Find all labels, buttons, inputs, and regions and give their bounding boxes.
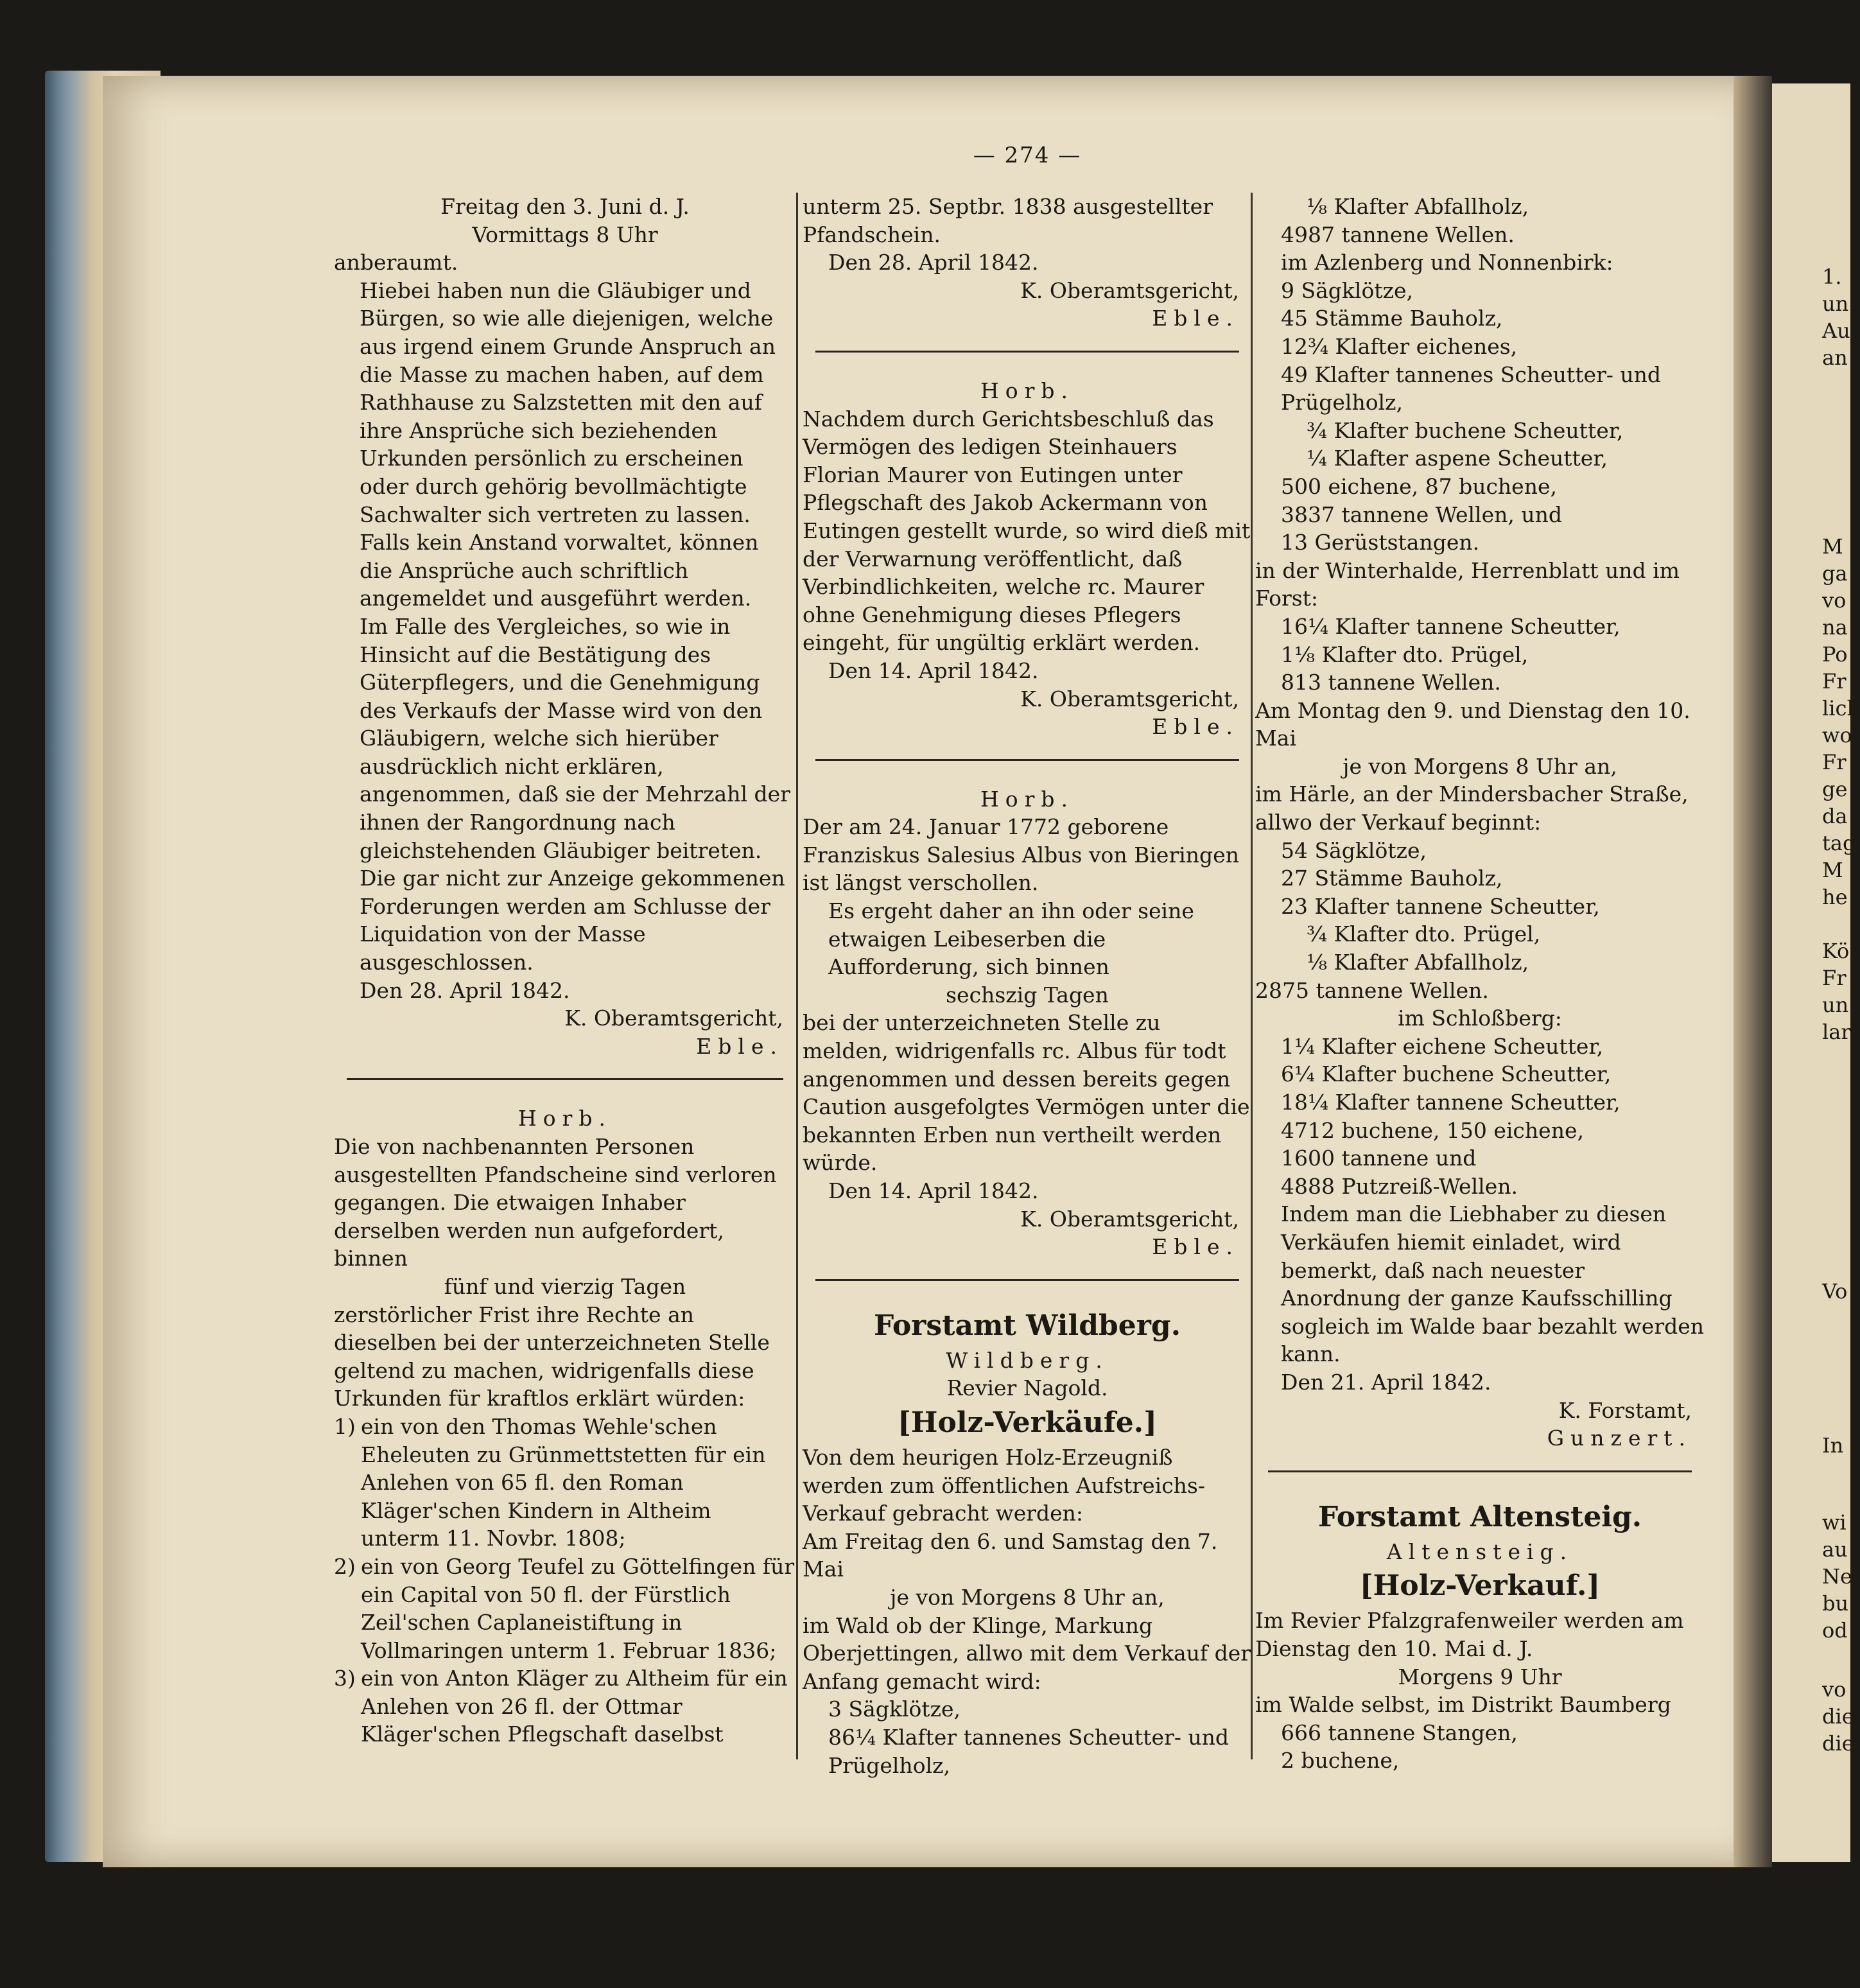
facing-page-fragment: un [1822,993,1849,1017]
signature-name: Eble. [696,1033,783,1059]
facing-page-fragment: die [1822,1704,1854,1729]
paragraph: bei der unterzeichneten Stelle zu melden, widrigenfalls rc. Albus für todt angenommen und dessen bereits gegen Caution ausgefolgtes Vermögen unter die bekannten Erben nun vertheilt werden würde. [803,1010,1250,1176]
list-item: 2875 tannene Wellen. [1255,977,1489,1003]
column-3 [1255,193,1705,1775]
list-item: 4712 buchene, 150 eichene, [1281,1117,1584,1143]
section-divider [347,1078,783,1080]
list-item: 45 Stämme Bauholz, [1281,306,1503,331]
facing-page-fragment: da [1822,804,1848,828]
list-item: ⅛ Klafter Abfallholz, [1307,194,1529,219]
list-item: ⅛ Klafter Abfallholz, [1307,950,1529,975]
section-heading: Forstamt Wildberg. [873,1309,1181,1342]
paragraph: im Wald ob der Klinge, Markung Oberjettingen, allwo mit dem Verkauf der Anfang gemacht wird: [803,1612,1251,1694]
time-line: je von Morgens 8 Uhr an, [890,1584,1165,1610]
paragraph: unterm 25. Septbr. 1838 ausgestellter Pfandschein. [803,194,1213,247]
paragraph: Im Revier Pfalzgrafenweiler werden am Dienstag den 10. Mai d. J. [1255,1608,1684,1661]
time-line: Morgens 9 Uhr [1398,1664,1562,1689]
facing-page-fragment: na [1822,615,1848,640]
column-1 [334,193,796,1748]
facing-page-fragment: vo [1822,1677,1847,1702]
deadline: fünf und vierzig Tagen [444,1273,686,1299]
facing-page-fragment: Fr [1822,750,1847,774]
section-heading: Forstamt Altensteig. [1317,1500,1642,1533]
list-item: 23 Klafter tannene Scheutter, [1281,893,1600,919]
facing-page-fragment: lar [1822,1020,1851,1044]
list-item: 54 Sägklötze, [1281,837,1427,863]
signature-name: Eble. [1152,1234,1239,1260]
facing-page-fragment: ga [1822,561,1848,586]
list-item: 3837 tannene Wellen, und [1281,501,1562,527]
facing-page-fragment: ge [1822,777,1848,801]
text-line: anberaumt. [334,250,458,275]
list-item: 3 Sägklötze, [828,1696,960,1722]
list-item: 4888 Putzreiß-Wellen. [1281,1173,1518,1199]
list-text: ein von Georg Teufel zu Göttelfingen für ein Capital von 50 fl. der Fürstlich Zeil'schen Caplaneistiftung in Vollmaringen unterm 1. Februar 1836; [361,1553,795,1663]
time-line: je von Morgens 8 Uhr an, [1343,753,1617,779]
list-item [334,1553,796,1664]
list-item: 813 tannene Wellen. [1281,670,1501,695]
list-item: 2 buchene, [1281,1748,1400,1774]
page-number: — 274 — [973,143,1082,168]
facing-page-fragment: wi [1822,1510,1847,1535]
date-line: Den 14. April 1842. [828,1178,1039,1203]
list-item: 666 tannene Stangen, [1281,1720,1518,1745]
notice-title: [Holz-Verkauf.] [1359,1569,1601,1603]
date-line: Den 14. April 1842. [828,658,1039,683]
list-item: 1600 tannene und [1281,1146,1477,1171]
facing-page-fragment: Vo [1822,1279,1848,1304]
list-item: 49 Klafter tannenes Scheutter- und Prügelholz, [1281,362,1662,415]
list-text: ein von den Thomas Wehle'schen Eheleuten zu Grünmettstetten für ein Anlehen von 65 fl. den Roman Kläger'schen Kindern in Altheim unterm 11. Novbr. 1808; [361,1413,766,1551]
list-item: 18¼ Klafter tannene Scheutter, [1281,1090,1621,1115]
signature-office: K. Oberamtsgericht, [1020,1206,1239,1232]
notice-place: Altensteig. [1386,1539,1574,1564]
list-item: ¾ Klafter buchene Scheutter, [1307,417,1624,443]
facing-page-fragment: tag [1822,831,1856,855]
list-item: 12¾ Klafter eichenes, [1281,333,1518,359]
list-item: 6¼ Klafter buchene Scheutter, [1281,1061,1612,1087]
section-divider [815,351,1239,353]
location-line: in der Winterhalde, Herrenblatt und im Forst: [1255,557,1680,611]
list-item: 13 Gerüststangen. [1281,530,1480,555]
text-line: Vormittags 8 Uhr [472,222,658,247]
location-line: im Azlenberg und Nonnenbirk: [1281,250,1613,275]
list-number: 3) [334,1666,356,1691]
facing-page-fragment: Ne [1822,1564,1852,1589]
facing-page-fragment: In [1822,1433,1844,1458]
paragraph: Die gar nicht zur Anzeige gekommenen Forderungen werden am Schlusse der Liquidation von der Masse ausgeschlossen. [360,866,785,975]
signature-name: Eble. [1152,714,1239,740]
section-divider [815,759,1239,761]
date-line: Den 21. April 1842. [1281,1369,1491,1395]
list-item [334,1413,796,1553]
facing-page-fragment: Fr [1822,966,1847,990]
column-2 [803,193,1252,1779]
signature-office: K. Oberamtsgericht, [1020,277,1239,303]
date-line: Den 28. April 1842. [828,250,1039,275]
facing-page-fragment: wo [1822,723,1852,747]
list-number: 2) [334,1553,356,1579]
notice-place: Horb. [980,378,1075,403]
facing-page-fragment: he [1822,885,1848,909]
facing-page-fragment: vo [1822,588,1847,613]
facing-page-fragment: M [1822,858,1843,882]
notice-place: Wildberg. [946,1347,1109,1373]
facing-page-fragment: Fr [1822,669,1847,693]
date-line: Den 28. April 1842. [360,977,570,1003]
signature-name: Gunzert. [1547,1426,1692,1451]
location-line: im Schloßberg: [1398,1006,1562,1031]
list-item: 16¼ Klafter tannene Scheutter, [1281,613,1621,639]
facing-page-fragment: 1. [1822,265,1842,289]
facing-page-fragment: Po [1822,642,1848,667]
list-number: 1) [334,1413,356,1439]
list-item: 86¼ Klafter tannenes Scheutter- und Prügelholz, [828,1724,1230,1778]
paragraph: im Härle, an der Mindersbacher Straße, allwo der Verkauf beginnt: [1255,781,1689,835]
section-divider [1268,1470,1692,1472]
notice-title: [Holz-Verkäufe.] [898,1406,1157,1439]
facing-page-fragment: M [1822,534,1843,559]
paragraph: zerstörlicher Frist ihre Rechte an dieselben bei der unterzeichneten Stelle geltend zu machen, widrigenfalls diese Urkunden für kraftlos erklärt würden: [334,1302,770,1411]
paragraph: Indem man die Liebhaber zu diesen Verkäufen hiemit einladet, wird bemerkt, daß nach neuester Anordnung der ganze Kaufsschilling sogleich im Walde baar bezahlt werden kann. [1281,1201,1705,1367]
text-line: Freitag den 3. Juni d. J. [440,194,690,219]
section-divider [815,1279,1239,1281]
list-item: ¾ Klafter dto. Prügel, [1307,921,1541,947]
list-item: 27 Stämme Bauholz, [1281,866,1503,891]
facing-page-fragment: un [1822,292,1849,316]
signature-office: K. Oberamtsgericht, [1020,686,1239,711]
facing-page-fragment: au [1822,1537,1848,1562]
facing-page-fragment: lich [1822,696,1860,720]
deadline: sechszig Tagen [946,982,1109,1007]
paragraph: Am Montag den 9. und Dienstag den 10. Mai [1255,697,1691,751]
list-item: 1¼ Klafter eichene Scheutter, [1281,1033,1604,1059]
facing-page-fragment: Kö [1822,939,1850,963]
signature-office: K. Oberamtsgericht, [564,1006,783,1031]
list-item: 9 Sägklötze, [1281,277,1413,303]
facing-page-fragment: die [1822,1731,1854,1756]
notice-place: Horb. [517,1106,613,1131]
signature-name: Eble. [1152,306,1239,331]
paragraph: Im Falle des Vergleiches, so wie in Hinsicht auf die Bestätigung des Güterpflegers, und die Genehmigung des Verkaufs der Masse wird von den Gläubigern, welche sich hierüber ausdrücklich nicht erklären, angenommen, daß sie der Mehrzahl der ihnen der Rangordnung nach gleichstehenden Gläubiger beitreten. [360,613,790,863]
list-item: 1⅛ Klafter dto. Prügel, [1281,641,1529,667]
facing-page-fragment: Au [1822,318,1850,343]
signature-office: K. Forstamt, [1558,1397,1692,1423]
paragraph: Am Freitag den 6. und Samstag den 7. Mai [803,1528,1218,1582]
column-divider-left [796,193,798,1759]
paragraph: Nachdem durch Gerichtsbeschluß das Vermögen des ledigen Steinhauers Florian Maurer von Eutingen unter Pflegschaft des Jakob Ackermann von Eutingen gestellt wurde, so wird dieß mit der Verwarnung veröffentlicht, daß Verbindlichkeiten, welche rc. Maurer ohne Genehmigung dieses Pflegers eingeht, für ungültig erklärt werden. [803,406,1251,656]
list-item: 4987 tannene Wellen. [1281,222,1515,247]
list-item [334,1664,796,1748]
notice-place: Horb. [980,786,1075,812]
revier-line: Revier Nagold. [946,1375,1108,1401]
page-gutter [1734,76,1772,1867]
facing-page-fragment: bu [1822,1591,1849,1616]
facing-page-fragment: an [1822,345,1848,370]
list-text: ein von Anton Kläger zu Altheim für ein Anlehen von 26 fl. der Ottmar Kläger'schen Pflegschaft daselbst [361,1666,788,1747]
paragraph: Die von nachbenannten Personen ausgestellten Pfandscheine sind verloren gegangen. Die etwaigen Inhaber derselben werden nun aufgefordert, binnen [334,1134,777,1271]
paragraph: Hiebei haben nun die Gläubiger und Bürgen, so wie alle diejenigen, welche aus irgend einem Grunde Anspruch an die Masse zu machen haben, auf dem Rathhause zu Salzstetten mit den auf ihre Ansprüche sich beziehenden Urkunden persönlich zu erscheinen oder durch gehörig bevollmächtigte Sachwalter sich vertreten zu lassen. Falls kein Anstand vorwaltet, können die Ansprüche auch schriftlich angemeldet und ausgeführt werden. [360,277,776,611]
facing-page-fragment: od [1822,1618,1848,1643]
list-item: 500 eichene, 87 buchene, [1281,473,1557,499]
paragraph: Es ergeht daher an ihn oder seine etwaigen Leibeserben die Aufforderung, sich binnen [828,898,1194,980]
paragraph: im Walde selbst, im Distrikt Baumberg [1255,1692,1671,1718]
paragraph: Von dem heurigen Holz-Erzeugniß werden zum öffentlichen Aufstreichs-Verkauf gebracht werden: [803,1444,1206,1526]
paragraph: Der am 24. Januar 1772 geborene Franziskus Salesius Albus von Bieringen ist längst verschollen. [803,814,1239,896]
list-item: ¼ Klafter aspene Scheutter, [1307,446,1608,471]
